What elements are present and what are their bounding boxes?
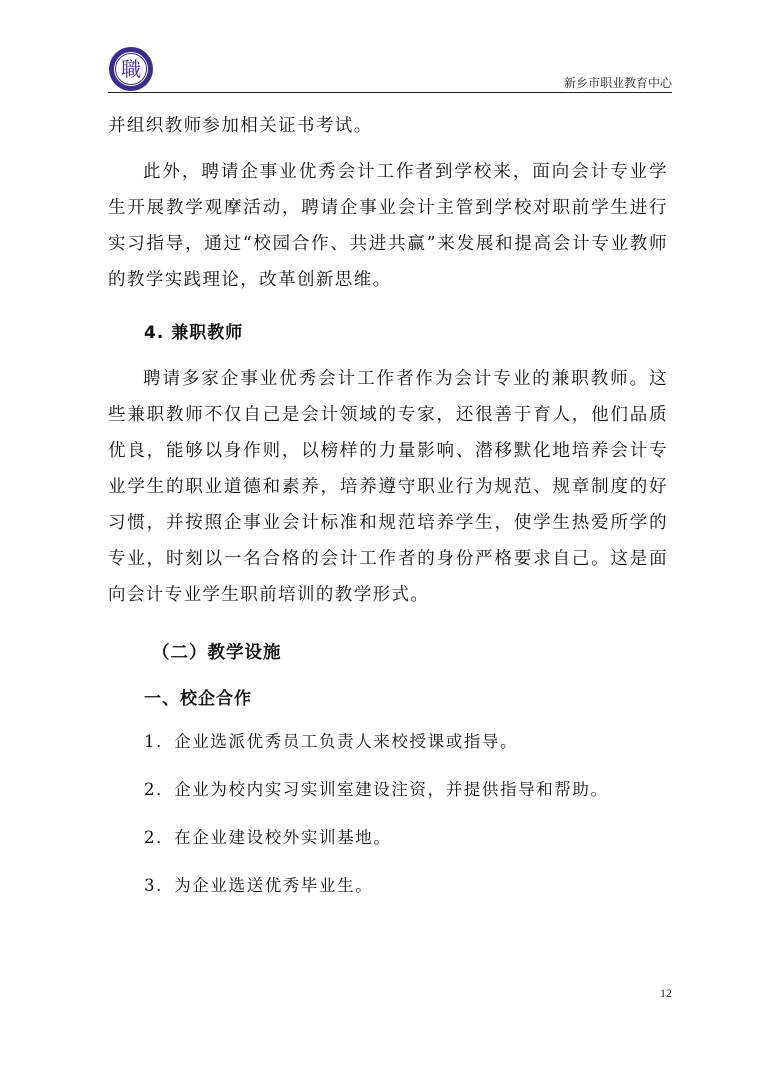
list-item: 2．在企业建设校外实训基地。 <box>144 828 392 847</box>
organization-name: 新乡市职业教育中心 <box>563 76 672 90</box>
paragraph-2: 此外，聘请企事业优秀会计工作者到学校来，面向会计专业学生开展教学观摩活动，聘请企事业会计主管到学校对职前学生进行实习指导，通过“校园合作、共进共赢”来发展和提高会计专业教师的教学实践理论，改革创新思维。 <box>108 162 668 290</box>
paragraph-3: 聘请多家企事业优秀会计工作者作为会计专业的兼职教师。这些兼职教师不仅自己是会计领域的专家，还很善于育人，他们品质优良，能够以身作则，以榜样的力量影响、潜移默化地培养会计专业学生的职业道德和素养，培养遵守职业行为规范、规章制度的好习惯，并按照企事业会计标准和规范培养学生，使学生热爱所学的专业，时刻以一名合格的会计工作者的身份严格要求自己。这是面向会计专业学生职前培训的教学形式。 <box>108 369 668 605</box>
page-header <box>108 42 672 93</box>
page-body <box>108 108 668 917</box>
page-number: 12 <box>660 986 672 1000</box>
heading-teaching-facilities: （二）教学设施 <box>152 643 282 663</box>
list-item: 3．为企业选送优秀毕业生。 <box>144 876 374 895</box>
paragraph-1: 并组织教师参加相关证书考试。 <box>108 116 373 136</box>
heading-school-enterprise-coop: 一、校企合作 <box>144 689 252 709</box>
school-logo-icon <box>108 46 154 92</box>
logo-text: 職 <box>121 57 141 81</box>
list-item: 2．企业为校内实习实训室建设注资，并提供指导和帮助。 <box>144 780 609 799</box>
list-item: 1．企业选派优秀员工负责人来校授课或指导。 <box>144 732 519 751</box>
heading-part-time-teachers: 4. 兼职教师 <box>144 323 244 343</box>
